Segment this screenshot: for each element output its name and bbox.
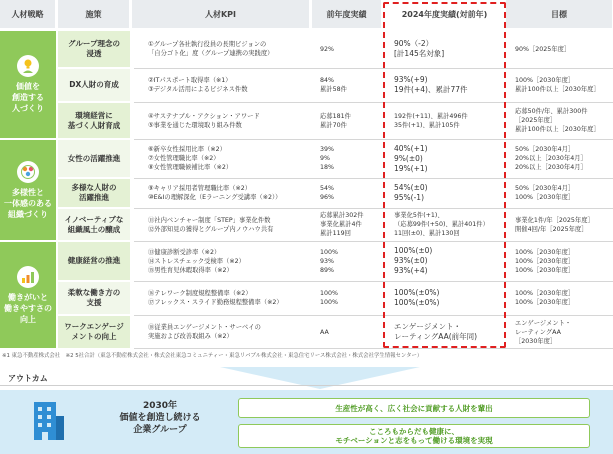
prev-line: 累計70件 (320, 121, 347, 129)
kpi-line: ⑪社内ベンチャー制度「STEP」事業化件数 (148, 216, 271, 224)
growth-bars-icon (17, 266, 39, 288)
kpi-line: ②ITパスポート取得率（※1） (148, 77, 232, 84)
target-line: 100%［2030年度］ (515, 77, 575, 84)
target-cell (510, 209, 613, 240)
prev-line: 累計119回 (320, 230, 351, 237)
lightbulb-person-icon (17, 55, 39, 77)
prev-line: 39% (320, 146, 334, 153)
target-line: ［2025年度］ (515, 117, 557, 124)
kpi-line: ⑫外部知見の獲得とグループ内ノウハウ共有 (148, 225, 274, 233)
current-line: 93%(+4) (394, 266, 428, 275)
category-label: 価値を 創造する 人づくり (12, 82, 44, 113)
target-line: 20%以上［2030年4月］ (515, 164, 587, 171)
target-line: 100%［2030年度］ (515, 290, 575, 297)
current-cell (388, 69, 504, 101)
current-line: 95%(-1) (394, 193, 424, 202)
measure-engagement: ワークエンゲージ メントの向上 (58, 316, 130, 348)
kpi-line: ①グループ各社執行役員の長期ビジョンの (148, 41, 267, 48)
diversity-people-icon (17, 161, 39, 183)
kpi-line: ⑱従業員エンゲージメント・サーベイの (148, 324, 261, 331)
current-cell (388, 31, 504, 67)
current-line: 93%(+9) (394, 75, 428, 84)
kpi-line: ⑩E&Iの理解深化（Eラーニング受講率（※2）） (148, 194, 282, 201)
target-cell (510, 242, 613, 280)
category-label: 働きがいと 働きやすさの 向上 (4, 292, 52, 324)
current-line: 35件(+1)、累計105件 (394, 121, 460, 129)
prev-cell (312, 316, 382, 348)
current-line: 93%(±0) (394, 256, 428, 265)
target-line: 累計100件以上［2030年度］ (515, 86, 600, 93)
prev-line: 100% (320, 299, 339, 306)
target-line: 累計100件以上［2030年度］ (515, 126, 600, 133)
prev-line: AA (320, 328, 329, 336)
prev-line: 54% (320, 185, 334, 192)
current-line: 192件(+11)、累計496件 (394, 112, 468, 120)
current-line: 11回(±0)、累計130回 (394, 230, 460, 237)
current-line: 100%(±0%) (394, 288, 440, 297)
kpi-cell (134, 242, 310, 280)
prev-line: 累計58件 (320, 86, 347, 93)
current-line: （応募99件(+50)、累計401件） (394, 221, 489, 228)
current-cell (388, 140, 504, 177)
target-cell (510, 103, 613, 138)
row-divider (134, 348, 613, 349)
prev-line: 応募累計302件 (320, 212, 364, 219)
kpi-cell (134, 209, 310, 240)
current-line: 100%(±0) (394, 246, 433, 255)
target-line: レーティングAA (515, 328, 561, 336)
kpi-line: 実施および改善取組み（※2） (148, 333, 233, 340)
kpi-line: ④サステナブル・アクション・アワード (148, 112, 260, 120)
header-target: 目標 (506, 0, 613, 28)
header-measure: 施策 (58, 0, 130, 28)
current-line: 54%(±0) (394, 183, 428, 192)
measure-diverse: 多様な人財の 活躍推進 (58, 179, 130, 207)
kpi-cell (134, 282, 310, 314)
kpi-line: ⑧女性管理職候補比率（※2） (148, 164, 233, 171)
target-line: 100%［2030年度］ (515, 299, 575, 306)
kpi-line: ⑦女性管理職比率（※2） (148, 155, 220, 162)
building-icon (30, 398, 66, 442)
prev-line: 93% (320, 257, 334, 265)
prev-cell (312, 209, 382, 240)
kpi-cell (134, 316, 310, 348)
kpi-cell (134, 31, 310, 67)
prev-line: 100% (320, 290, 339, 297)
kpi-line: ⑤事業を通じた環境取り組み件数 (148, 121, 242, 129)
current-cell (388, 316, 504, 348)
footnote: ※1 東急不動産株式会社 ※2 5社合計（東急不動産株式会社・株式会社東急コミュニティー・東急リバブル株式会社・東急住宅リース株式会社・株式会社学生情報センター） (2, 353, 423, 359)
kpi-line: 「自分ゴト化」度（グループ連携の実践度） (148, 50, 274, 57)
prev-line: 応募181件 (320, 112, 351, 120)
target-cell (510, 69, 613, 101)
header-current: 2024年度実績(対前年) (386, 0, 504, 28)
prev-cell (312, 31, 382, 67)
target-cell (510, 282, 613, 314)
outcome-title: 2030年 価値を創造し続ける 企業グループ (119, 401, 201, 435)
target-line: エンゲージメント・ (515, 319, 572, 327)
target-line: 50%［2030年4月］ (515, 185, 575, 192)
kpi-line: ⑯テレワーク制度規程整備率（※2） (148, 290, 252, 297)
measure-philosophy: グループ理念の 浸透 (58, 31, 130, 67)
target-cell (510, 316, 613, 348)
outcome-goal-2: こころもからだも健康に、 モチベーションと志をもって働ける環境を実現 (238, 424, 590, 448)
target-line: 開催4回/年［2025年度］ (515, 225, 588, 233)
kpi-cell (134, 179, 310, 207)
measure-health: 健康経営の推進 (58, 242, 130, 280)
prev-line: 92% (320, 45, 334, 53)
kpi-line: ⑬健康診断受診率（※2） (148, 248, 221, 256)
prev-line: 84% (320, 77, 334, 84)
current-line: 19件(+4)、累計77件 (394, 85, 468, 94)
prev-cell (312, 69, 382, 101)
measure-innovation: イノベーティブな 組織風土の醸成 (58, 209, 130, 240)
prev-line: 96% (320, 194, 334, 201)
kpi-cell (134, 69, 310, 101)
header-strategy: 人材戦略 (0, 0, 56, 28)
prev-line: 9% (320, 155, 330, 162)
target-cell (510, 179, 613, 207)
category-label: 多様性と 一体感のある 組織づくり (4, 187, 52, 219)
kpi-cell (134, 103, 310, 138)
current-line: 90%（-2） (394, 39, 434, 48)
measure-women: 女性の活躍推進 (58, 140, 130, 177)
kpi-line: ⑰フレックス・スライド勤務規程整備率（※2） (148, 299, 283, 306)
current-line: 100%(±0%) (394, 298, 440, 307)
kpi-cell (134, 140, 310, 177)
target-line: 90%［2025年度］ (515, 45, 571, 53)
target-line: 事業化1件/年［2025年度］ (515, 216, 594, 224)
header-kpi: 人材KPI (132, 0, 310, 28)
measure-dx: DX人財の育成 (58, 69, 130, 101)
category-value-creation (0, 31, 56, 138)
kpi-line: ⑭ストレスチェック受検率（※2） (148, 257, 245, 265)
prev-line: 89% (320, 266, 334, 274)
kpi-line: ⑨キャリア採用者管理職比率（※2） (148, 185, 252, 192)
category-engagement (0, 242, 56, 348)
outcome-label: アウトカム (8, 374, 48, 383)
kpi-line: ⑮男性育児休暇取得率（※2） (148, 266, 233, 274)
current-line: レーティングAA(前年同) (394, 332, 478, 341)
target-line: 100%［2030年度］ (515, 257, 575, 265)
prev-line: 18% (320, 164, 334, 171)
target-line: 応募50件/年、累計300件 (515, 108, 588, 115)
target-line: 100%［2030年度］ (515, 194, 575, 201)
current-cell (388, 282, 504, 314)
current-cell (388, 103, 504, 138)
prev-cell (312, 140, 382, 177)
outcome-goal-1: 生産性が高く、広く社会に貢献する人財を輩出 (238, 398, 590, 418)
current-line: エンゲージメント・ (394, 322, 461, 331)
target-line: 50%［2030年4月］ (515, 146, 575, 153)
current-cell (388, 209, 504, 240)
outcome-divider (0, 385, 613, 386)
target-line: 100%［2030年度］ (515, 266, 575, 274)
current-line: [計145名対象] (394, 49, 445, 58)
kpi-line: ⑥新卒女性採用比率（※2） (148, 146, 226, 153)
current-line: 40%(+1) (394, 143, 428, 153)
measure-environment: 環境経営に 基づく人財育成 (58, 103, 130, 138)
kpi-line: ③デジタル活用によるビジネス件数 (148, 86, 248, 93)
current-line: 9%(±0) (394, 153, 423, 163)
current-line: 19%(+1) (394, 163, 428, 173)
target-cell (510, 140, 613, 177)
current-cell (388, 242, 504, 280)
measure-flexible: 柔軟な働き方の 支援 (58, 282, 130, 314)
prev-cell (312, 103, 382, 138)
target-line: 20%以上［2030年4月］ (515, 155, 587, 162)
prev-cell (312, 242, 382, 280)
target-line: 100%［2030年度］ (515, 248, 575, 256)
category-diversity (0, 140, 56, 240)
target-cell (510, 31, 613, 67)
prev-cell (312, 282, 382, 314)
prev-cell (312, 179, 382, 207)
prev-line: 100% (320, 248, 339, 256)
prev-line: 事業化累計4件 (320, 221, 362, 228)
current-cell (388, 179, 504, 207)
header-prev: 前年度実績 (312, 0, 382, 28)
current-line: 事業化5件(+1)、 (394, 212, 444, 219)
target-line: ［2030年度］ (515, 337, 557, 345)
